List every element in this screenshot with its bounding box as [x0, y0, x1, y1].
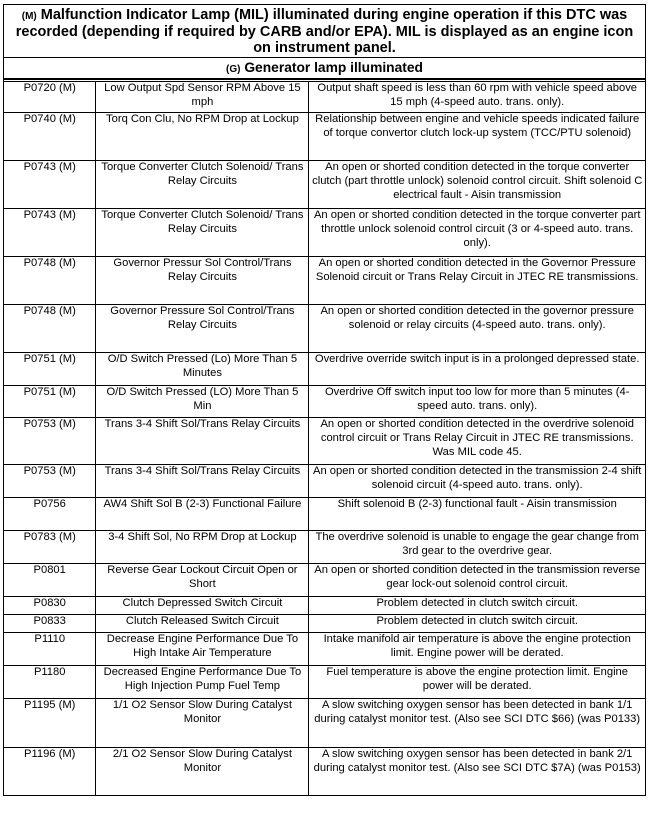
dtc-name-cell: Clutch Released Switch Circuit: [96, 615, 309, 633]
dtc-name-cell: 2/1 O2 Sensor Slow During Catalyst Monitor: [96, 748, 309, 796]
dtc-row: [4, 113, 646, 161]
dtc-description-cell: Output shaft speed is less than 60 rpm with vehicle speed above 15 mph (4-speed auto. trans. only).: [309, 82, 646, 113]
dtc-description-cell: An open or shorted condition detected in the overdrive solenoid control circuit or Trans Relay Circuit in JTEC RE transmissions. Was MIL code 45.: [309, 418, 646, 465]
dtc-code-cell: P0756: [4, 498, 96, 531]
dtc-code-cell: P0748 (M): [4, 305, 96, 353]
dtc-name-cell: Governor Pressur Sol Control/Trans Relay Circuits: [96, 257, 309, 305]
dtc-name-cell: O/D Switch Pressed (LO) More Than 5 Min: [96, 386, 309, 418]
dtc-name-cell: AW4 Shift Sol B (2-3) Functional Failure: [96, 498, 309, 531]
dtc-row: [4, 82, 646, 113]
dtc-description-cell: An open or shorted condition detected in the Governor Pressure Solenoid circuit or Trans Relay Circuit in JTEC RE transmissions.: [309, 257, 646, 305]
dtc-name-cell: 1/1 O2 Sensor Slow During Catalyst Monitor: [96, 699, 309, 748]
dtc-description-cell: Overdrive Off switch input too low for more than 5 minutes (4-speed auto. trans. only).: [309, 386, 646, 418]
dtc-code-cell: P0751 (M): [4, 353, 96, 386]
dtc-row: [4, 498, 646, 531]
generator-legend-row: [4, 58, 646, 80]
mil-legend-tag: (M): [21, 11, 37, 22]
mil-legend-row: [4, 5, 646, 58]
dtc-row: [4, 386, 646, 418]
dtc-description-cell: An open or shorted condition detected in the governor pressure solenoid or relay circuits (4-speed auto. trans. only).: [309, 305, 646, 353]
dtc-row: [4, 531, 646, 564]
dtc-name-cell: Reverse Gear Lockout Circuit Open or Short: [96, 564, 309, 597]
dtc-table: [3, 4, 646, 796]
dtc-name-cell: Trans 3-4 Shift Sol/Trans Relay Circuits: [96, 465, 309, 498]
generator-legend-cell: [4, 58, 646, 80]
dtc-description-cell: Overdrive override switch input is in a prolonged depressed state.: [309, 353, 646, 386]
dtc-code-cell: P0753 (M): [4, 465, 96, 498]
generator-legend-tag: (G): [226, 64, 241, 76]
dtc-code-cell: P1110: [4, 633, 96, 666]
dtc-row: [4, 597, 646, 615]
dtc-row: [4, 666, 646, 699]
dtc-code-cell: P0743 (M): [4, 161, 96, 209]
dtc-description-cell: A slow switching oxygen sensor has been detected in bank 2/1 during catalyst monitor test. (Also see SCI DTC $7A) (was P0153): [309, 748, 646, 796]
dtc-code-cell: P0720 (M): [4, 82, 96, 113]
dtc-row: [4, 418, 646, 465]
dtc-row: [4, 633, 646, 666]
dtc-description-cell: Relationship between engine and vehicle speeds indicated failure of torque convertor clutch lock-up system (TCC/PTU solenoid): [309, 113, 646, 161]
dtc-code-cell: P0751 (M): [4, 386, 96, 418]
dtc-row: [4, 305, 646, 353]
dtc-name-cell: Torque Converter Clutch Solenoid/ Trans Relay Circuits: [96, 209, 309, 257]
dtc-name-cell: Torq Con Clu, No RPM Drop at Lockup: [96, 113, 309, 161]
dtc-description-cell: Intake manifold air temperature is above the engine protection limit. Engine power will be derated.: [309, 633, 646, 666]
dtc-name-cell: Decrease Engine Performance Due To High Intake Air Temperature: [96, 633, 309, 666]
dtc-name-cell: Low Output Spd Sensor RPM Above 15 mph: [96, 82, 309, 113]
dtc-row: [4, 564, 646, 597]
dtc-row: [4, 748, 646, 796]
dtc-description-cell: An open or shorted condition detected in the torque converter part throttle unlock solenoid control circuit (3 or 4-speed auto. trans. only).: [309, 209, 646, 257]
generator-legend-text: Generator lamp illuminated: [244, 60, 423, 76]
dtc-description-cell: An open or shorted condition detected in the transmission reverse gear lock-out solenoid control circuit.: [309, 564, 646, 597]
dtc-description-cell: Problem detected in clutch switch circuit.: [309, 597, 646, 615]
dtc-code-cell: P0783 (M): [4, 531, 96, 564]
dtc-description-cell: An open or shorted condition detected in the transmission 2-4 shift solenoid circuit (4-speed auto. trans. only).: [309, 465, 646, 498]
dtc-row: [4, 615, 646, 633]
dtc-code-cell: P0743 (M): [4, 209, 96, 257]
dtc-code-cell: P1195 (M): [4, 699, 96, 748]
dtc-code-cell: P0833: [4, 615, 96, 633]
dtc-name-cell: Torque Converter Clutch Solenoid/ Trans Relay Circuits: [96, 161, 309, 209]
dtc-name-cell: Decreased Engine Performance Due To High Injection Pump Fuel Temp: [96, 666, 309, 699]
dtc-code-cell: P0801: [4, 564, 96, 597]
dtc-code-cell: P0753 (M): [4, 418, 96, 465]
mil-legend-text: Malfunction Indicator Lamp (MIL) illuminated during engine operation if this DTC was recorded (depending if required by CARB and/or EPA). MIL is displayed as an engine icon on instrument panel.: [15, 7, 634, 56]
dtc-description-cell: Problem detected in clutch switch circuit.: [309, 615, 646, 633]
dtc-row: [4, 465, 646, 498]
dtc-name-cell: O/D Switch Pressed (Lo) More Than 5 Minutes: [96, 353, 309, 386]
mil-legend-cell: [4, 5, 646, 58]
dtc-code-cell: P0830: [4, 597, 96, 615]
dtc-row: [4, 353, 646, 386]
dtc-row: [4, 209, 646, 257]
dtc-description-cell: A slow switching oxygen sensor has been detected in bank 1/1 during catalyst monitor test. (Also see SCI DTC $66) (was P0133): [309, 699, 646, 748]
dtc-description-cell: Fuel temperature is above the engine protection limit. Engine power will be derated.: [309, 666, 646, 699]
dtc-row: [4, 257, 646, 305]
dtc-code-cell: P0740 (M): [4, 113, 96, 161]
dtc-row: [4, 699, 646, 748]
dtc-name-cell: Governor Pressure Sol Control/Trans Relay Circuits: [96, 305, 309, 353]
dtc-name-cell: Trans 3-4 Shift Sol/Trans Relay Circuits: [96, 418, 309, 465]
dtc-description-cell: The overdrive solenoid is unable to engage the gear change from 3rd gear to the overdrive gear.: [309, 531, 646, 564]
dtc-code-cell: P0748 (M): [4, 257, 96, 305]
dtc-name-cell: Clutch Depressed Switch Circuit: [96, 597, 309, 615]
dtc-name-cell: 3-4 Shift Sol, No RPM Drop at Lockup: [96, 531, 309, 564]
dtc-description-cell: Shift solenoid B (2-3) functional fault - Aisin transmission: [309, 498, 646, 531]
dtc-code-cell: P1180: [4, 666, 96, 699]
dtc-code-cell: P1196 (M): [4, 748, 96, 796]
dtc-row: [4, 161, 646, 209]
dtc-description-cell: An open or shorted condition detected in the torque converter clutch (part throttle unlock) solenoid control circuit. Shift solenoid C electrical fault - Aisin transmission: [309, 161, 646, 209]
dtc-table-page: [3, 4, 646, 796]
